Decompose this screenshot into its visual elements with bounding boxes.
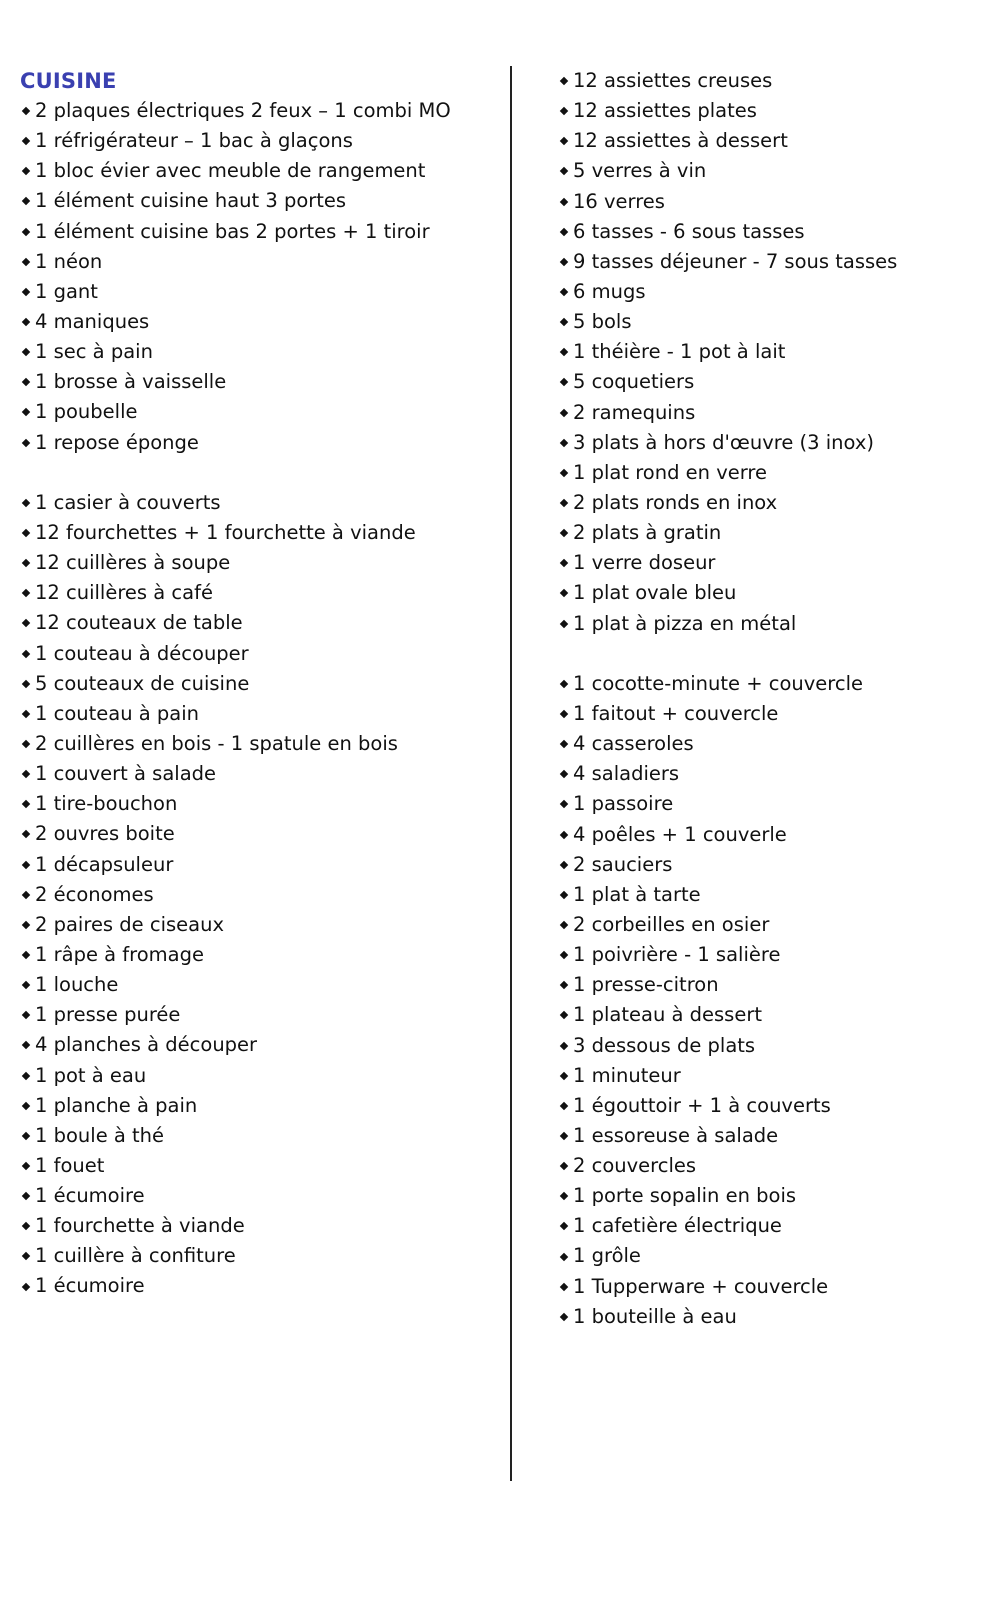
list-item <box>558 1061 988 1091</box>
list-item <box>20 428 500 458</box>
bullet-icon <box>22 348 30 356</box>
list-item <box>558 458 988 488</box>
list-item-label: 2 corbeilles en osier <box>573 912 770 936</box>
list-item <box>558 337 988 367</box>
list-item-label: 1 fourchette à viande <box>35 1214 245 1238</box>
bullet-icon <box>560 288 568 296</box>
bullet-icon <box>22 559 30 567</box>
list-item-label: 1 bouteille à eau <box>573 1304 737 1328</box>
list-item <box>558 1211 988 1241</box>
bullet-icon <box>22 1252 30 1260</box>
list-item-label: 1 casier à couverts <box>35 490 221 514</box>
list-item-label: 1 poivrière - 1 salière <box>573 943 781 967</box>
list-item-label: 1 couvert à salade <box>35 762 217 786</box>
bullet-icon <box>560 499 568 507</box>
bullet-icon <box>560 1282 568 1290</box>
list-item-label: 2 paires de ciseaux <box>35 912 225 936</box>
bullet-icon <box>560 1102 568 1110</box>
list-item-label: 2 ouvres boite <box>35 822 175 846</box>
list-item-label: 2 plaques électriques 2 feux – 1 combi MO <box>35 99 451 122</box>
list-item <box>20 1121 500 1151</box>
list-item-label: 5 couteaux de cuisine <box>35 671 250 695</box>
list-item-label: 1 passoire <box>573 792 674 816</box>
bullet-icon <box>560 680 568 688</box>
bullet-icon <box>560 137 568 145</box>
right-column <box>558 66 988 1332</box>
bullet-icon <box>560 589 568 597</box>
list-item-label: 16 verres <box>573 189 665 213</box>
list-item-label: 1 repose éponge <box>35 430 199 454</box>
bullet-icon <box>22 499 30 507</box>
list-item-label: 1 pot à eau <box>35 1063 147 1087</box>
list-item <box>20 789 500 819</box>
list-item <box>558 307 988 337</box>
bullet-icon <box>22 258 30 266</box>
bullet-icon <box>22 740 30 748</box>
list-item <box>20 217 500 247</box>
list-item-label: 1 élément cuisine haut 3 portes <box>35 189 347 213</box>
bullet-icon <box>22 921 30 929</box>
bullet-icon <box>560 1162 568 1170</box>
list-item <box>20 126 500 156</box>
list-item <box>20 729 500 759</box>
bullet-icon <box>560 1011 568 1019</box>
list-item <box>558 66 988 96</box>
list-item <box>558 398 988 428</box>
right-group-1 <box>558 66 988 639</box>
list-item-label: 6 tasses - 6 sous tasses <box>573 219 805 243</box>
bullet-icon <box>22 1162 30 1170</box>
bullet-icon <box>560 77 568 85</box>
list-item-label: 4 saladiers <box>573 762 680 786</box>
bullet-icon <box>22 860 30 868</box>
bullet-icon <box>22 1071 30 1079</box>
list-item-label: 1 décapsuleur <box>35 852 174 876</box>
list-item <box>20 96 500 126</box>
list-item <box>20 940 500 970</box>
list-item-label: 1 Tupperware + couvercle <box>573 1274 829 1298</box>
list-item <box>20 850 500 880</box>
list-item-label: 1 louche <box>35 973 119 997</box>
bullet-icon <box>560 1222 568 1230</box>
list-item <box>558 609 988 639</box>
list-item <box>558 1181 988 1211</box>
bullet-icon <box>560 951 568 959</box>
list-item <box>558 1241 988 1271</box>
bullet-icon <box>560 1132 568 1140</box>
list-item-label: 1 cafetière électrique <box>573 1214 782 1238</box>
bullet-icon <box>22 890 30 898</box>
bullet-icon <box>560 800 568 808</box>
bullet-icon <box>560 439 568 447</box>
list-item <box>558 1121 988 1151</box>
list-item-label: 1 minuteur <box>573 1063 681 1087</box>
bullet-icon <box>560 348 568 356</box>
group-spacer <box>20 458 500 488</box>
bullet-icon <box>560 197 568 205</box>
bullet-icon <box>560 1041 568 1049</box>
list-item <box>20 307 500 337</box>
list-item-label: 12 assiettes creuses <box>573 69 773 92</box>
left-group-2 <box>20 488 500 1302</box>
bullet-icon <box>560 318 568 326</box>
list-item-label: 12 fourchettes + 1 fourchette à viande <box>35 520 416 544</box>
list-item-label: 1 cuillère à confiture <box>35 1244 236 1268</box>
list-item-label: 1 écumoire <box>35 1274 145 1298</box>
list-item <box>20 1211 500 1241</box>
list-item <box>20 699 500 729</box>
bullet-icon <box>22 1011 30 1019</box>
list-item-label: 2 ramequins <box>573 400 696 424</box>
bullet-icon <box>560 378 568 386</box>
list-item <box>20 1271 500 1301</box>
bullet-icon <box>560 1192 568 1200</box>
list-item-label: 1 brosse à vaisselle <box>35 370 227 394</box>
list-item <box>558 428 988 458</box>
bullet-icon <box>22 589 30 597</box>
bullet-icon <box>22 1282 30 1290</box>
list-item <box>20 247 500 277</box>
list-item-label: 12 assiettes plates <box>573 99 757 123</box>
bullet-icon <box>22 830 30 838</box>
list-item-label: 1 essoreuse à salade <box>573 1123 779 1147</box>
list-item <box>20 759 500 789</box>
list-item-label: 1 bloc évier avec meuble de rangement <box>35 159 426 183</box>
list-item <box>558 1272 988 1302</box>
list-item <box>558 488 988 518</box>
list-item <box>20 1030 500 1060</box>
list-item-label: 1 couteau à pain <box>35 701 200 725</box>
list-item-label: 1 plat rond en verre <box>573 460 768 484</box>
list-item <box>558 247 988 277</box>
list-item-label: 12 couteaux de table <box>35 611 243 635</box>
list-item-label: 1 verre doseur <box>573 551 716 575</box>
list-item <box>558 759 988 789</box>
list-item <box>558 126 988 156</box>
list-item-label: 1 faitout + couvercle <box>573 701 779 725</box>
bullet-icon <box>22 1101 30 1109</box>
bullet-icon <box>560 469 568 477</box>
list-item-label: 1 gant <box>35 279 98 303</box>
list-item-label: 4 maniques <box>35 309 150 333</box>
list-item-label: 1 cocotte-minute + couvercle <box>573 671 864 695</box>
bullet-icon <box>560 770 568 778</box>
list-item-label: 3 dessous de plats <box>573 1033 756 1057</box>
list-item <box>558 187 988 217</box>
bullet-icon <box>22 529 30 537</box>
bullet-icon <box>22 227 30 235</box>
bullet-icon <box>560 619 568 627</box>
list-item-label: 5 verres à vin <box>573 159 707 183</box>
bullet-icon <box>22 800 30 808</box>
list-item-label: 5 coquetiers <box>573 370 695 394</box>
bullet-icon <box>22 378 30 386</box>
list-item <box>558 217 988 247</box>
list-item-label: 1 plat à pizza en métal <box>573 611 797 635</box>
list-item-label: 6 mugs <box>573 279 646 303</box>
list-item <box>558 1000 988 1030</box>
list-item <box>20 337 500 367</box>
bullet-icon <box>22 408 30 416</box>
list-item-label: 2 plats ronds en inox <box>573 490 778 514</box>
list-item <box>20 608 500 638</box>
bullet-icon <box>22 710 30 718</box>
list-item <box>558 729 988 759</box>
list-item <box>20 548 500 578</box>
bullet-icon <box>560 258 568 266</box>
list-item-label: 2 sauciers <box>573 852 673 876</box>
bullet-icon <box>22 951 30 959</box>
list-item-label: 1 plat ovale bleu <box>573 581 737 605</box>
list-item-label: 1 plateau à dessert <box>573 1003 763 1027</box>
list-item <box>20 910 500 940</box>
list-item <box>558 1151 988 1181</box>
list-item <box>20 397 500 427</box>
list-item <box>558 699 988 729</box>
list-item <box>558 880 988 910</box>
list-item <box>558 1302 988 1332</box>
left-group-1 <box>20 96 500 458</box>
list-item <box>20 1000 500 1030</box>
list-item-label: 1 râpe à fromage <box>35 942 204 966</box>
list-item-label: 1 réfrigérateur – 1 bac à glaçons <box>35 129 353 153</box>
bullet-icon <box>560 921 568 929</box>
list-item <box>558 156 988 186</box>
list-item <box>20 1061 500 1091</box>
list-item <box>20 367 500 397</box>
list-item-label: 12 cuillères à soupe <box>35 551 231 575</box>
list-item-label: 1 théière - 1 pot à lait <box>573 340 786 364</box>
bullet-icon <box>22 619 30 627</box>
right-group-2 <box>558 669 988 1332</box>
list-item <box>558 850 988 880</box>
bullet-icon <box>22 1192 30 1200</box>
bullet-icon <box>560 167 568 175</box>
bullet-icon <box>560 891 568 899</box>
list-item-label: 1 élément cuisine bas 2 portes + 1 tiroir <box>35 219 430 243</box>
bullet-icon <box>560 740 568 748</box>
list-item-label: 1 presse-citron <box>573 973 719 997</box>
bullet-icon <box>22 288 30 296</box>
list-item-label: 12 cuillères à café <box>35 581 213 605</box>
bullet-icon <box>560 830 568 838</box>
left-column <box>20 66 500 1302</box>
bullet-icon <box>22 981 30 989</box>
list-item <box>558 1031 988 1061</box>
list-item-label: 1 néon <box>35 249 103 273</box>
list-item <box>558 548 988 578</box>
list-item <box>558 367 988 397</box>
list-item-label: 2 couvercles <box>573 1154 697 1178</box>
bullet-icon <box>560 1071 568 1079</box>
bullet-icon <box>22 197 30 205</box>
bullet-icon <box>560 1313 568 1321</box>
list-item <box>20 970 500 1000</box>
bullet-icon <box>22 649 30 657</box>
list-item-label: 1 égouttoir + 1 à couverts <box>573 1093 831 1117</box>
list-item <box>20 578 500 608</box>
list-item-label: 1 sec à pain <box>35 340 153 364</box>
list-item <box>558 277 988 307</box>
list-item <box>20 669 500 699</box>
list-item-label: 4 poêles + 1 couverle <box>573 822 787 846</box>
list-item <box>558 940 988 970</box>
bullet-icon <box>22 107 30 115</box>
list-item <box>558 96 988 126</box>
bullet-icon <box>560 408 568 416</box>
list-item-label: 4 casseroles <box>573 732 694 756</box>
list-item-label: 1 porte sopalin en bois <box>573 1184 797 1208</box>
list-item <box>558 789 988 819</box>
bullet-icon <box>22 438 30 446</box>
list-item-label: 1 couteau à découper <box>35 641 249 665</box>
list-item <box>558 970 988 1000</box>
list-item-label: 1 écumoire <box>35 1184 145 1208</box>
list-item-label: 2 plats à gratin <box>573 521 722 545</box>
list-item-label: 4 planches à découper <box>35 1033 258 1057</box>
bullet-icon <box>22 1222 30 1230</box>
list-item <box>558 1091 988 1121</box>
list-item-label: 12 assiettes à dessert <box>573 129 788 153</box>
bullet-icon <box>22 679 30 687</box>
list-item-label: 1 poubelle <box>35 400 138 424</box>
list-item-label: 2 cuillères en bois - 1 spatule en bois <box>35 731 398 755</box>
list-item <box>20 518 500 548</box>
bullet-icon <box>560 228 568 236</box>
bullet-icon <box>560 107 568 115</box>
section-title: CUISINE <box>20 69 117 93</box>
list-item-label: 1 grôle <box>573 1244 641 1268</box>
bullet-icon <box>560 529 568 537</box>
list-item-label: 3 plats à hors d'œuvre (3 inox) <box>573 430 875 454</box>
column-divider <box>510 66 512 1481</box>
bullet-icon <box>22 137 30 145</box>
list-item <box>558 820 988 850</box>
bullet-icon <box>22 1041 30 1049</box>
bullet-icon <box>22 770 30 778</box>
list-item <box>558 669 988 699</box>
list-item <box>558 518 988 548</box>
list-item-label: 1 presse purée <box>35 1003 181 1027</box>
list-item <box>20 1151 500 1181</box>
list-item-label: 1 boule à thé <box>35 1123 165 1147</box>
list-item <box>20 880 500 910</box>
list-item-label: 2 économes <box>35 882 154 906</box>
list-item <box>20 156 500 186</box>
bullet-icon <box>22 167 30 175</box>
list-item <box>20 1091 500 1121</box>
list-item-label: 5 bols <box>573 310 632 334</box>
bullet-icon <box>560 860 568 868</box>
list-item <box>20 277 500 307</box>
bullet-icon <box>560 559 568 567</box>
bullet-icon <box>560 981 568 989</box>
list-item-label: 1 tire-bouchon <box>35 792 178 816</box>
bullet-icon <box>560 710 568 718</box>
list-item-label: 1 fouet <box>35 1153 105 1177</box>
bullet-icon <box>22 318 30 326</box>
list-item-label: 1 planche à pain <box>35 1093 198 1117</box>
list-item-label: 1 plat à tarte <box>573 882 701 906</box>
bullet-icon <box>560 1252 568 1260</box>
group-spacer <box>558 639 988 669</box>
list-item <box>20 639 500 669</box>
list-item <box>20 488 500 518</box>
list-item <box>20 186 500 216</box>
list-item <box>558 578 988 608</box>
list-item <box>558 910 988 940</box>
list-item <box>20 819 500 849</box>
list-item-label: 9 tasses déjeuner - 7 sous tasses <box>573 249 898 273</box>
list-item <box>20 1241 500 1271</box>
bullet-icon <box>22 1132 30 1140</box>
list-item <box>20 1181 500 1211</box>
